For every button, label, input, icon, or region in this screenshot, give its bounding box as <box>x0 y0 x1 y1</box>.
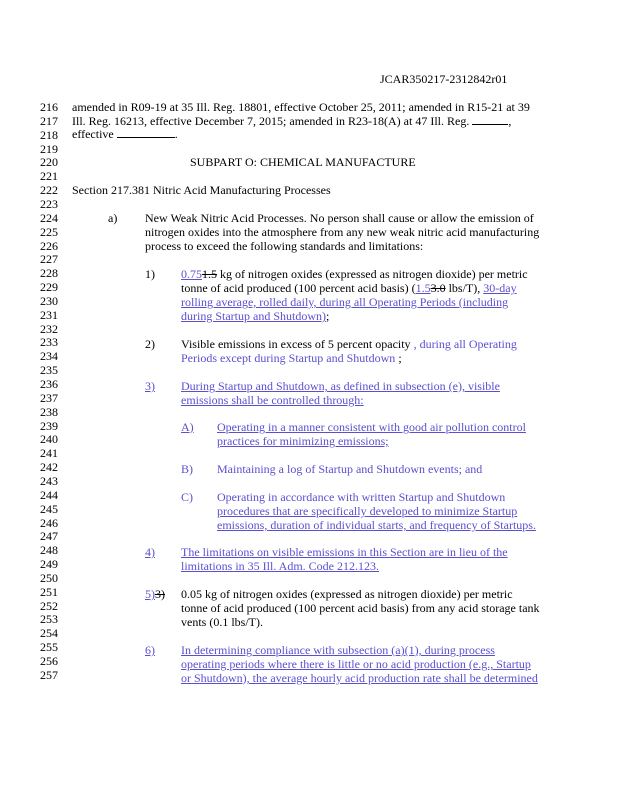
item-a-label: A) <box>181 420 194 434</box>
line-number: 250 <box>40 570 58 585</box>
line-number: 232 <box>40 321 58 336</box>
line-number: 223 <box>40 196 58 211</box>
line-number: 227 <box>40 252 58 267</box>
line-number: 226 <box>40 238 58 253</box>
amendment-line-2: Ill. Reg. 16213, effective December 7, 2015; amended in R23-18(A) at 47 Ill. Reg. , <box>72 114 512 128</box>
line-number: 248 <box>40 543 58 558</box>
item-5-line-3: vents (0.1 lbs/T). <box>181 615 263 629</box>
item-b-label: B) <box>181 462 193 476</box>
item-3-line-2: emissions shall be controlled through: <box>181 393 364 407</box>
line-number: 242 <box>40 460 58 475</box>
line-number: 235 <box>40 363 58 378</box>
line-number: 225 <box>40 224 58 239</box>
line-number: 249 <box>40 557 58 571</box>
line-number: 222 <box>40 183 58 198</box>
item-a-line-2: practices for minimizing emissions; <box>217 434 389 448</box>
line-number: 234 <box>40 349 58 364</box>
item-5-line-1: 0.05 kg of nitrogen oxides (expressed as nitrogen dioxide) per metric <box>181 587 513 601</box>
line-number: 238 <box>40 404 58 419</box>
line-number: 219 <box>40 141 58 156</box>
subsection-a-label: a) <box>108 211 118 225</box>
line-number: 240 <box>40 432 58 447</box>
item-3-line-1: During Startup and Shutdown, as defined in subsection (e), visible <box>181 379 500 393</box>
line-number: 247 <box>40 529 58 544</box>
item-4-line-1: The limitations on visible emissions in this Section are in lieu of the <box>181 545 508 559</box>
item-1-line-2: tonne of acid produced (100 percent acid basis) (1.53.0 lbs/T), 30-day <box>181 281 517 295</box>
item-5-label: 5)3) <box>145 587 165 601</box>
line-number: 244 <box>40 487 58 502</box>
section-title: Section 217.381 Nitric Acid Manufacturing Processes <box>72 183 331 197</box>
item-6-line-1: In determining compliance with subsection (a)(1), during process <box>181 643 495 657</box>
line-number: 224 <box>40 210 58 225</box>
line-number: 255 <box>40 640 58 655</box>
blank-effective-date <box>117 127 175 138</box>
line-number: 216 <box>40 100 58 114</box>
subsection-a-line-3: process to exceed the following standards and limitations: <box>145 239 424 253</box>
line-number: 218 <box>40 127 58 142</box>
item-b-line-1: Maintaining a log of Startup and Shutdown events; and <box>217 462 483 476</box>
subsection-a-line-1: New Weak Nitric Acid Processes. No person shall cause or allow the emission of <box>145 211 534 225</box>
item-1-line-1: 0.751.5 kg of nitrogen oxides (expressed as nitrogen dioxide) per metric <box>181 267 528 281</box>
line-number: 217 <box>40 113 58 128</box>
amendment-line-3: effective . <box>72 127 178 141</box>
line-number: 241 <box>40 446 58 461</box>
line-number: 252 <box>40 598 58 613</box>
line-number: 229 <box>40 280 58 294</box>
line-number: 230 <box>40 293 58 308</box>
line-number: 239 <box>40 418 58 433</box>
item-2-line-2: Periods except during Startup and Shutdown ; <box>181 351 402 365</box>
item-c-line-3: emissions, duration of individual starts, and frequency of Startups. <box>217 518 536 532</box>
item-6-label: 6) <box>145 643 155 657</box>
item-6-line-2: operating periods where there is little or no acid production (e.g., Startup <box>181 657 531 671</box>
item-c-label: C) <box>181 490 193 504</box>
item-5-line-2: tonne of acid produced (100 percent acid basis) from any acid storage tank <box>181 601 540 615</box>
subpart-title: SUBPART O: CHEMICAL MANUFACTURE <box>190 155 416 169</box>
line-number: 254 <box>40 626 58 641</box>
subsection-a-line-2: nitrogen oxides into the atmosphere from any new weak nitric acid manufacturing <box>145 225 540 239</box>
item-1-line-3: rolling average, rolled daily, during all Operating Periods (including <box>181 295 509 309</box>
line-number: 253 <box>40 612 58 627</box>
line-number: 231 <box>40 307 58 322</box>
item-4-line-2: limitations in 35 Ill. Adm. Code 212.123. <box>181 559 379 573</box>
item-4-label: 4) <box>145 545 155 559</box>
line-number: 251 <box>40 584 58 599</box>
item-c-line-1: Operating in accordance with written Startup and Shutdown <box>217 490 506 504</box>
line-number: 233 <box>40 335 58 350</box>
amendment-line-1: amended in R09-19 at 35 Ill. Reg. 18801, effective October 25, 2011; amended in R15-21 at 39 <box>72 100 530 114</box>
item-1-label: 1) <box>145 267 155 281</box>
document-id: JCAR350217-2312842r01 <box>380 72 508 86</box>
line-number: 221 <box>40 169 58 184</box>
item-a-line-1: Operating in a manner consistent with good air pollution control <box>217 420 526 434</box>
line-number: 236 <box>40 377 58 391</box>
item-c-line-2: procedures that are specifically developed to minimize Startup <box>217 504 518 518</box>
line-number: 237 <box>40 390 58 405</box>
line-number: 243 <box>40 473 58 488</box>
item-6-line-3: or Shutdown), the average hourly acid production rate shall be determined <box>181 671 538 685</box>
line-number: 228 <box>40 266 58 281</box>
line-number: 256 <box>40 654 58 668</box>
line-number: 245 <box>40 501 58 516</box>
item-2-line-1: Visible emissions in excess of 5 percent opacity , during all Operating <box>181 337 517 351</box>
line-number: 246 <box>40 515 58 530</box>
item-2-label: 2) <box>145 337 155 351</box>
blank-reg-page <box>472 114 508 125</box>
line-number: 220 <box>40 155 58 170</box>
item-3-label: 3) <box>145 379 155 393</box>
item-1-line-4: during Startup and Shutdown); <box>181 309 330 323</box>
line-number: 257 <box>40 667 58 682</box>
